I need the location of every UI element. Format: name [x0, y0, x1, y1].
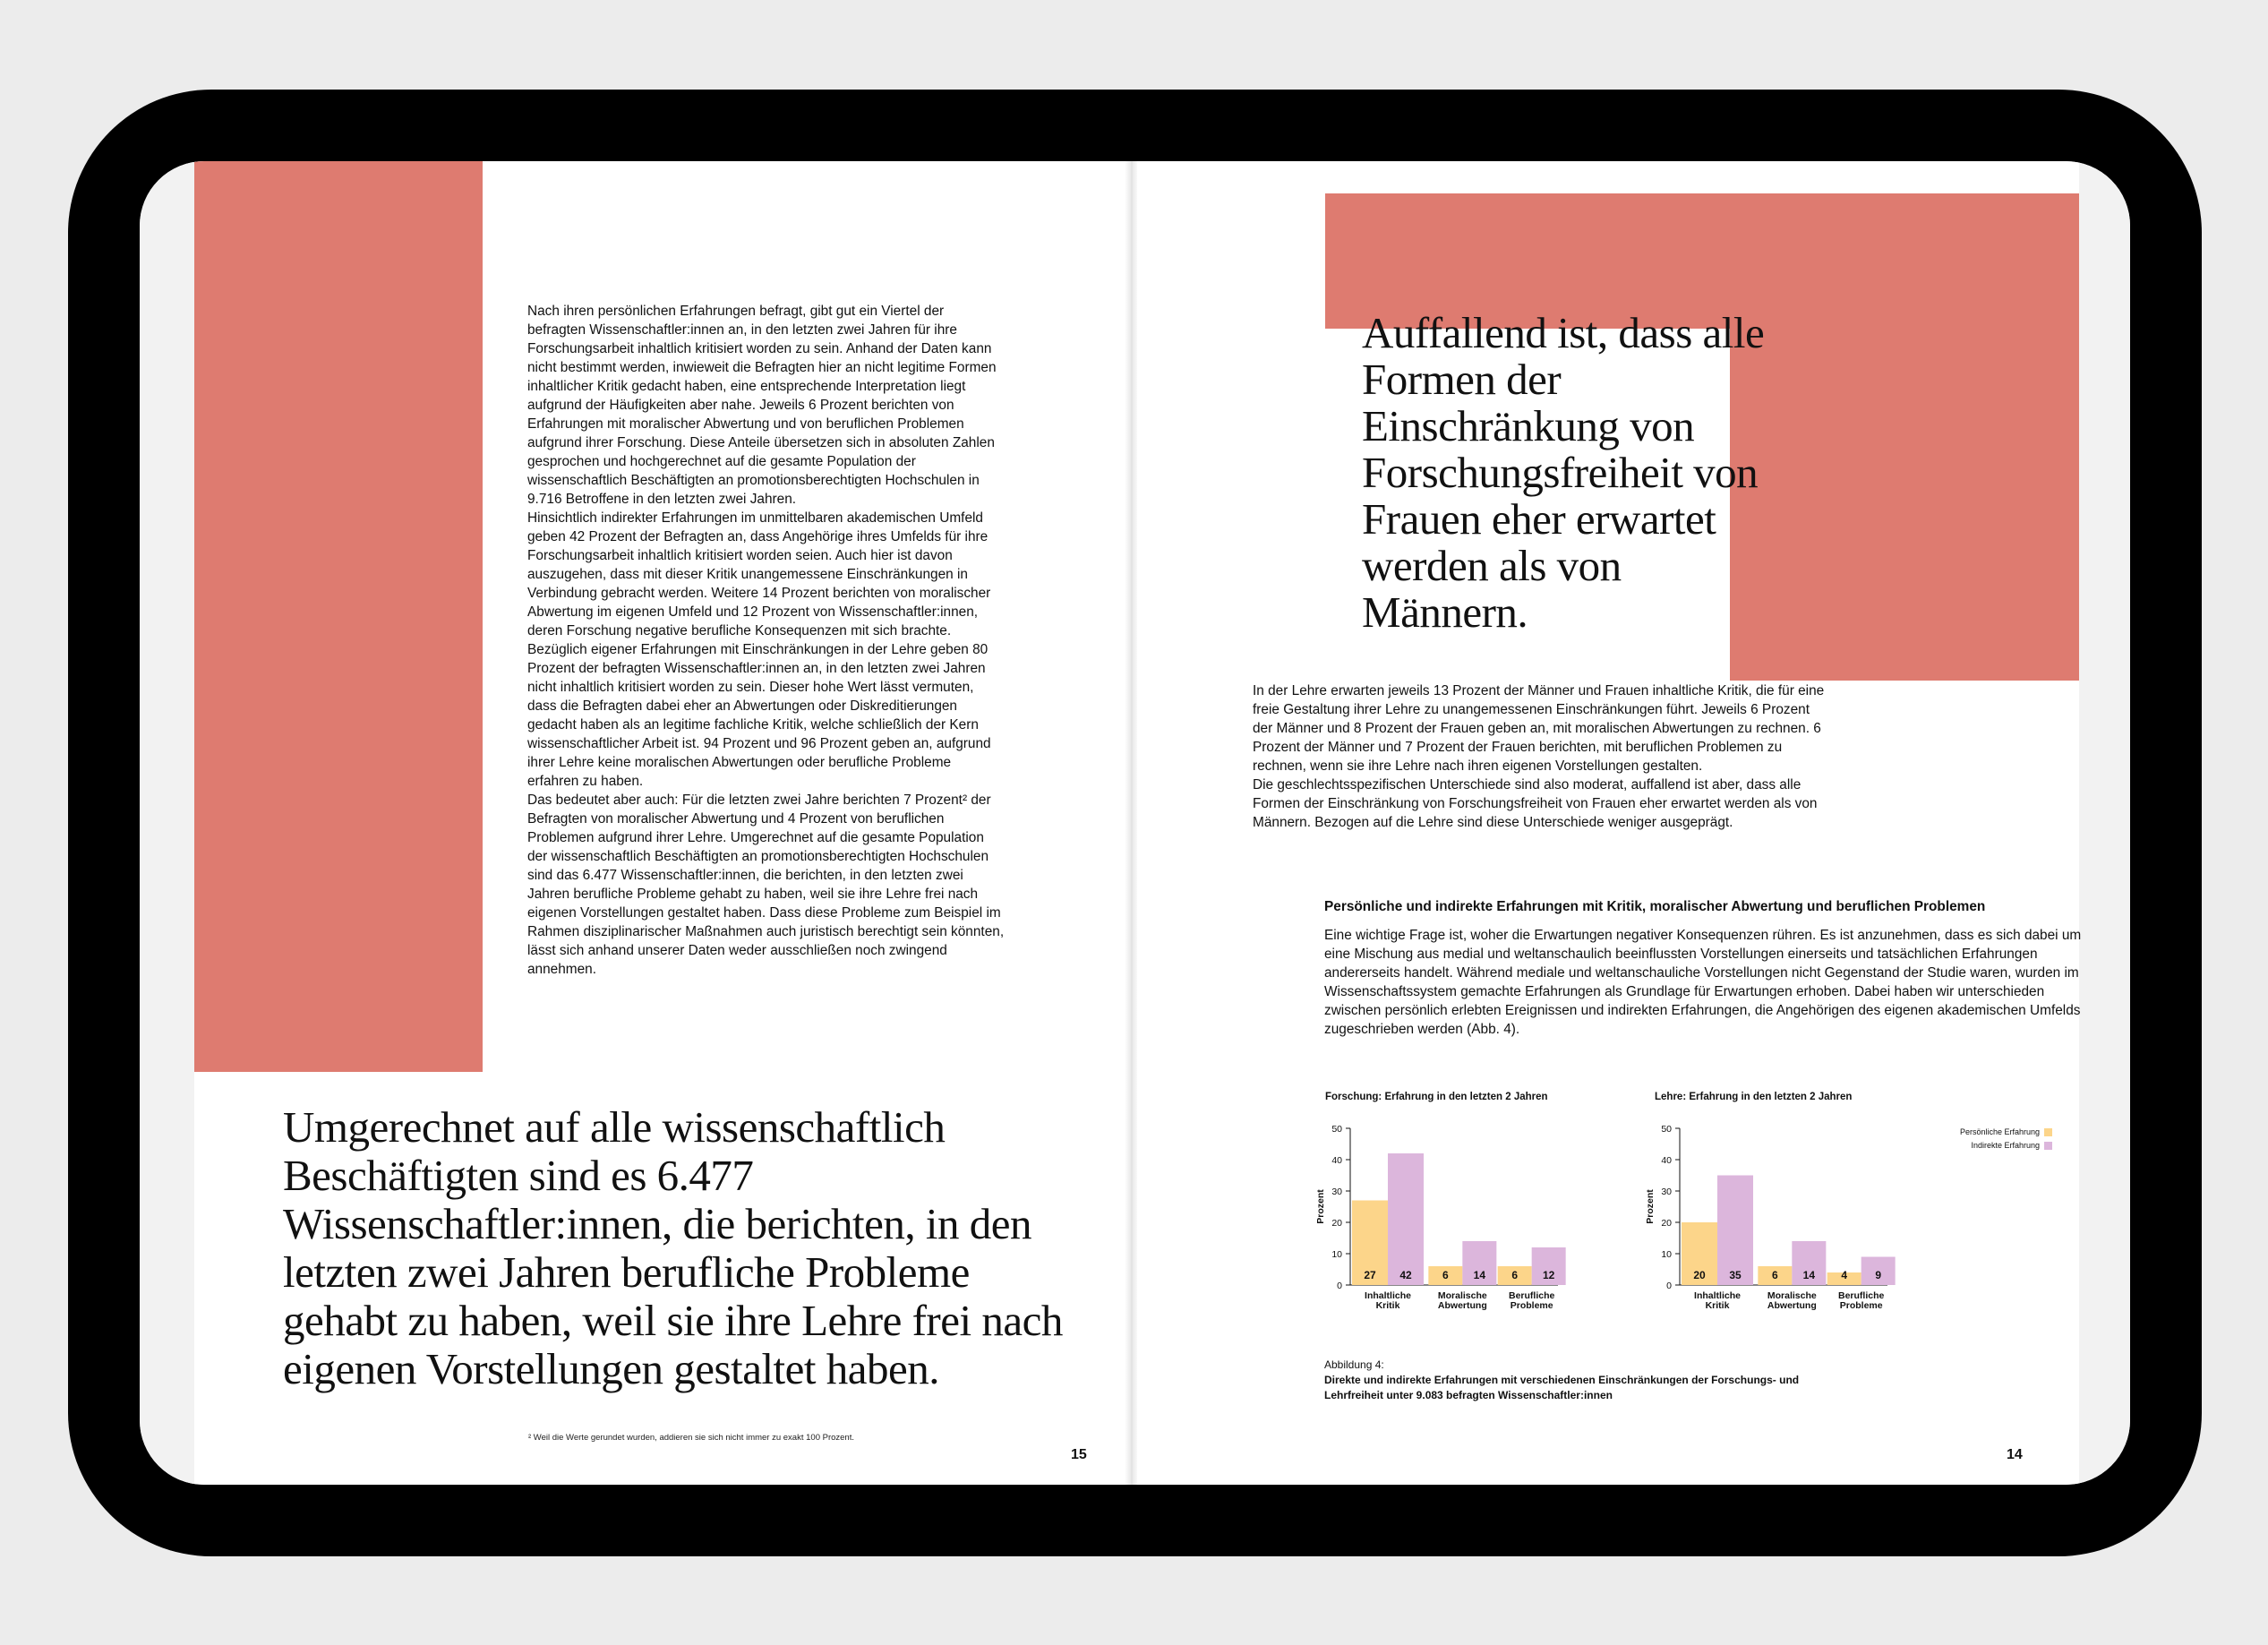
page-number-left: 15: [1071, 1447, 1087, 1462]
bar-value-label: 14: [1473, 1269, 1486, 1281]
y-tick-label: 20: [1331, 1218, 1342, 1229]
right-body-text: [1253, 681, 1830, 832]
y-tick-label: 30: [1661, 1187, 1672, 1197]
bar-value-label: 27: [1364, 1269, 1376, 1281]
y-tick-label: 0: [1666, 1281, 1672, 1291]
pull-quote-right: Auffallend ist, dass alle Formen der Einschränkung von Forschungsfreiheit von Frauen eher erwartet werden als von Männern.: [1362, 308, 1765, 637]
y-tick-label: 10: [1331, 1249, 1342, 1260]
legend-swatch: [2044, 1142, 2052, 1150]
legend-swatch: [2044, 1128, 2052, 1136]
y-tick-label: 40: [1331, 1155, 1342, 1166]
y-tick-label: 40: [1661, 1155, 1672, 1166]
bar-value-label: 6: [1442, 1269, 1449, 1281]
page-number-right: 14: [2007, 1447, 2023, 1462]
y-tick-label: 50: [1661, 1124, 1672, 1135]
bar-value-label: 12: [1542, 1269, 1555, 1281]
y-tick-label: 30: [1331, 1187, 1342, 1197]
bar-value-label: 20: [1693, 1269, 1706, 1281]
screen-margin-right: [2079, 161, 2130, 1485]
bar-value-label: 4: [1841, 1269, 1848, 1281]
right-paragraph: In der Lehre erwarten jeweils 13 Prozent der Männer und Frauen inhaltliche Kritik, die für eine freie Gestaltung ihrer Lehre zu unangemessenen Einschränkungen führt. Jeweils 6 Prozent der Männer und 8 Prozent der Frauen geben an, mit moralischen Abwertungen zu rechnen. 6 Prozent der Männer und 7 Prozent der Frauen berichten, mit beruflichen Problemen zu rechnen, wenn sie ihre Lehre nach ihren eigenen Vorstellungen gestalten.: [1253, 683, 1825, 774]
category-label: Abwertung: [1437, 1300, 1487, 1311]
category-label: Berufliche: [1837, 1290, 1885, 1301]
chart-title-lehre: Lehre: Erfahrung in den letzten 2 Jahren: [1655, 1092, 1853, 1102]
figure-caption: [1324, 1358, 1826, 1403]
left-body-text: [527, 302, 1006, 979]
bar-indirekt: [1388, 1153, 1424, 1285]
category-label: Probleme: [1510, 1300, 1553, 1311]
category-label: Kritik: [1375, 1300, 1400, 1311]
section-heading: Persönliche und indirekte Erfahrungen mit Kritik, moralischer Abwertung und beruflichen Problemen: [1324, 899, 1986, 914]
y-tick-label: 0: [1337, 1281, 1342, 1291]
bar-value-label: 35: [1729, 1269, 1742, 1281]
y-tick-label: 10: [1661, 1249, 1672, 1260]
chart-lehre: [1642, 1110, 2072, 1325]
category-label: Inhaltliche: [1694, 1290, 1741, 1301]
tablet-frame: [68, 90, 2202, 1556]
category-label: Kritik: [1705, 1300, 1730, 1311]
screen-margin-left: [140, 161, 194, 1485]
category-label: Moralische: [1437, 1290, 1487, 1301]
section-text: Eine wichtige Frage ist, woher die Erwartungen negativer Konsequenzen rühren. Es ist anzunehmen, dass es sich dabei um eine Mischung aus medial und weltanschaulich beeinflussten Vorstellungen einerseits und tatsächlichen Erfahrungen andererseits handelt. Während mediale und weltanschauliche Vorstellungen nicht Gegenstand der Studie waren, wurden im Wissenschaftssystem gemachte Erfahrungen als Grundlage für Erwartungen erhoben. Dabei haben wir unterschieden zwischen persönlich erlebten Ereignissen und indirekten Erfahrungen, die Angehörigen des eigenen akademischen Umfelds zugeschrieben werden (Abb. 4).: [1324, 928, 2082, 1037]
y-tick-label: 50: [1331, 1124, 1342, 1135]
bar-value-label: 14: [1802, 1269, 1816, 1281]
category-label: Berufliche: [1508, 1290, 1555, 1301]
right-paragraph: Die geschlechtsspezifischen Unterschiede sind also moderat, auffallend ist aber, dass alle Formen der Einschränkung von Forschungsfreiheit von Frauen eher erwartet werden als von Männern. Bezogen auf die Lehre sind diese Unterschiede weniger ausgeprägt.: [1253, 777, 1818, 830]
footnote: ² Weil die Werte gerundet wurden, addieren sie sich nicht immer zu exakt 100 Prozent.: [528, 1433, 854, 1443]
bar-value-label: 6: [1511, 1269, 1519, 1281]
bar-value-label: 42: [1399, 1269, 1412, 1281]
caption-label: Abbildung 4:: [1324, 1358, 1384, 1371]
tablet-screen: [140, 161, 2130, 1485]
bar-value-label: 6: [1771, 1269, 1778, 1281]
y-axis-label: Prozent: [1315, 1189, 1326, 1224]
bar-value-label: 9: [1875, 1269, 1882, 1281]
left-paragraph: Bezüglich eigener Erfahrungen mit Einschränkungen in der Lehre geben 80 Prozent der befragten Wissenschaftler:innen an, in den letzten zwei Jahren nicht inhaltlich kritisiert worden zu sein. Dieser hohe Wert lässt vermuten, dass die Befragten dabei eher an Abwertungen oder Diskreditierungen gedacht haben als an legitime fachliche Kritik, welche schließlich der Kern wissenschaftlicher Arbeit ist. 94 Prozent und 96 Prozent geben an, aufgrund ihrer Lehre keine moralischen Abwertungen oder berufliche Probleme erfahren zu haben.: [527, 642, 991, 789]
category-label: Moralische: [1767, 1290, 1817, 1301]
legend-label: Indirekte Erfahrung: [1971, 1141, 2040, 1150]
category-label: Probleme: [1839, 1300, 1883, 1311]
pull-quote-left: Umgerechnet auf alle wissenschaftlich Beschäftigten sind es 6.477 Wissenschaftler:innen, die berichten, in den letzten zwei Jahren berufliche Probleme gehabt zu haben, weil sie ihre Lehre frei nach eigenen Vorstellungen gestaltet haben.: [283, 1102, 1063, 1393]
left-paragraph: Nach ihren persönlichen Erfahrungen befragt, gibt gut ein Viertel der befragten Wissenschaftler:innen an, in den letzten zwei Jahren für ihre Forschungsarbeit inhaltlich kritisiert worden zu sein. Anhand der Daten kann nicht bestimmt werden, inwieweit die Befragten hier an nicht legitime Formen inhaltlicher Kritik gedacht haben, eine entsprechende Interpretation liegt aufgrund der Häufigkeiten aber nahe. Jeweils 6 Prozent berichten von Erfahrungen mit moralischer Abwertung und von beruflichen Problemen aufgrund ihrer Forschung. Diese Anteile übersetzen sich in absoluten Zahlen gesprochen und hochgerechnet auf die gesamte Population der wissenschaftlich Beschäftigten an promotionsberechtigten Hochschulen in 9.716 Betroffene in den letzten zwei Jahren.: [527, 304, 997, 507]
chart-title-forschung: Forschung: Erfahrung in den letzten 2 Jahren: [1325, 1092, 1548, 1102]
category-label: Abwertung: [1767, 1300, 1817, 1311]
left-paragraph: Das bedeutet aber auch: Für die letzten zwei Jahre berichten 7 Prozent² der Befragten von moralischer Abwertung und 4 Prozent von beruflichen Problemen aufgrund ihrer Lehre. Umgerechnet auf die gesamte Population der wissenschaftlich Beschäftigten an promotionsberechtigten Hochschulen sind das 6.477 Wissenschaftler:innen, die berichten, in den letzten zwei Jahren berufliche Probleme gehabt zu haben, weil sie ihre Lehre frei nach eigenen Vorstellungen gestaltet haben. Dass diese Probleme zum Beispiel im Rahmen disziplinarischer Maßnahmen auch juristisch berechtigt sein könnten, lässt sich anhand unserer Daten weder ausschließen noch zwingend annehmen.: [527, 793, 1005, 977]
category-label: Inhaltliche: [1365, 1290, 1411, 1301]
accent-block-left: [194, 161, 483, 1072]
chart-forschung: [1313, 1110, 1572, 1325]
y-axis-label: Prozent: [1645, 1189, 1656, 1224]
y-tick-label: 20: [1661, 1218, 1672, 1229]
legend-label: Persönliche Erfahrung: [1959, 1127, 2040, 1136]
left-paragraph: Hinsichtlich indirekter Erfahrungen im unmittelbaren akademischen Umfeld geben 42 Prozent der Befragten an, dass Angehörige ihres Umfelds für ihre Forschungsarbeit inhaltlich kritisiert worden seien. Auch hier ist davon auszugehen, dass mit dieser Kritik unangemessene Einschränkungen in Verbindung gebracht werden. Weitere 14 Prozent berichten von moralischer Abwertung im eigenen Umfeld und 12 Prozent von Wissenschaftler:innen, deren Forschung negative berufliche Konsequenzen mit sich brachte.: [527, 510, 991, 638]
caption-text: Direkte und indirekte Erfahrungen mit verschiedenen Einschränkungen der Forschungs- und Lehrfreiheit unter 9.083 befragten Wissenschaftler:innen: [1324, 1374, 1800, 1401]
